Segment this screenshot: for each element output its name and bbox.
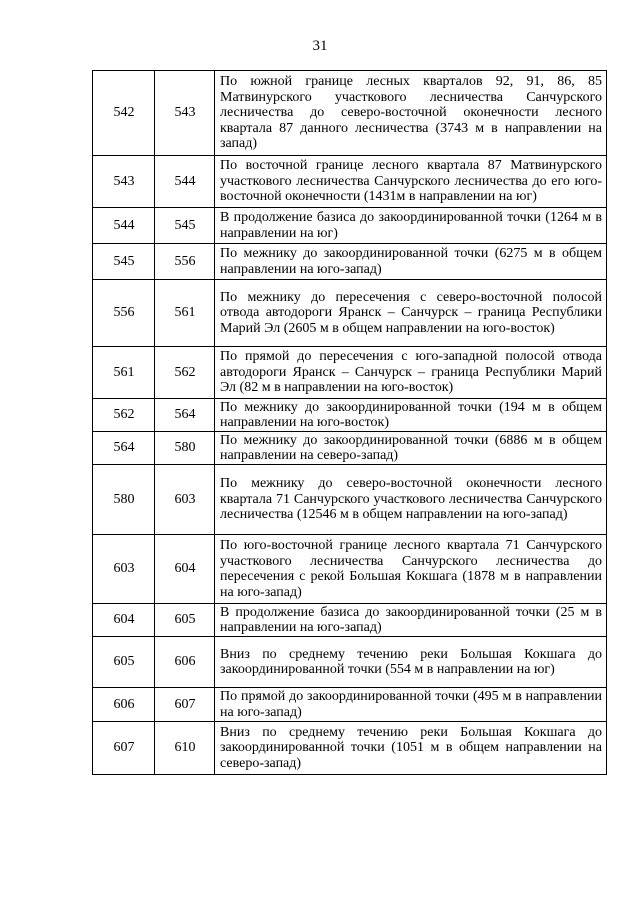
to-point-cell: 564 [155,399,215,432]
to-point-cell: 606 [155,637,215,688]
table-row [93,208,607,244]
to-point-cell: 543 [155,71,215,156]
table-row [93,604,607,637]
from-point-cell: 564 [93,432,155,465]
from-point-cell: 556 [93,280,155,347]
table-row [93,637,607,688]
description-cell: По южной границе лесных кварталов 92, 91, 86, 85 Матвинурского участкового лесничества Санчурского лесничества до северо-восточной оконечности лесного квартала 87 данного лесничества (3743 м в направлении на запад) [215,71,607,156]
table-row [93,722,607,775]
from-point-cell: 604 [93,604,155,637]
table-row [93,465,607,535]
from-point-cell: 603 [93,535,155,604]
table-row [93,688,607,722]
description-cell: В продолжение базиса до закоординированной точки (1264 м в направлении на юг) [215,208,607,244]
to-point-cell: 607 [155,688,215,722]
table-body [93,71,607,775]
description-cell: По межнику до закоординированной точки (6886 м в общем направлении на северо-запад) [215,432,607,465]
boundary-description-table [92,70,607,775]
to-point-cell: 580 [155,432,215,465]
to-point-cell: 562 [155,347,215,399]
to-point-cell: 561 [155,280,215,347]
to-point-cell: 605 [155,604,215,637]
description-cell: По межнику до закоординированной точки (6275 м в общем направлении на юго-запад) [215,244,607,280]
table-row [93,156,607,208]
to-point-cell: 556 [155,244,215,280]
from-point-cell: 542 [93,71,155,156]
description-cell: В продолжение базиса до закоординированной точки (25 м в направлении на юго-запад) [215,604,607,637]
to-point-cell: 603 [155,465,215,535]
description-cell: По восточной границе лесного квартала 87 Матвинурского участкового лесничества Санчурского лесничества до его юго-восточной оконечности (1431м в направлении на юг) [215,156,607,208]
to-point-cell: 545 [155,208,215,244]
from-point-cell: 543 [93,156,155,208]
to-point-cell: 604 [155,535,215,604]
from-point-cell: 562 [93,399,155,432]
from-point-cell: 580 [93,465,155,535]
from-point-cell: 606 [93,688,155,722]
description-cell: По прямой до пересечения с юго-западной полосой отвода автодороги Яранск – Санчурск – граница Республики Марий Эл (82 м в направлении на юго-восток) [215,347,607,399]
description-cell: Вниз по среднему течению реки Большая Кокшага до закоординированной точки (554 м в направлении на юг) [215,637,607,688]
page-number: 31 [312,38,328,54]
table-row [93,535,607,604]
from-point-cell: 605 [93,637,155,688]
table-row [93,399,607,432]
table-row [93,244,607,280]
from-point-cell: 561 [93,347,155,399]
description-cell: Вниз по среднему течению реки Большая Кокшага до закоординированной точки (1051 м в общем направлении на северо-запад) [215,722,607,775]
table-row [93,347,607,399]
table-row [93,71,607,156]
description-cell: По межнику до закоординированной точки (194 м в общем направлении на юго-восток) [215,399,607,432]
description-cell: По межнику до северо-восточной оконечности лесного квартала 71 Санчурского участкового лесничества Санчурского лесничества (12546 м в общем направлении на юго-запад) [215,465,607,535]
table-row [93,280,607,347]
description-cell: По прямой до закоординированной точки (495 м в направлении на юго-запад) [215,688,607,722]
from-point-cell: 545 [93,244,155,280]
table-row [93,432,607,465]
from-point-cell: 607 [93,722,155,775]
to-point-cell: 610 [155,722,215,775]
description-cell: По межнику до пересечения с северо-восточной полосой отвода автодороги Яранск – Санчурск – граница Республики Марий Эл (2605 м в общем направлении на юго-восток) [215,280,607,347]
from-point-cell: 544 [93,208,155,244]
description-cell: По юго-восточной границе лесного квартала 71 Санчурского участкового лесничества Санчурского лесничества до пересечения с рекой Большая Кокшага (1878 м в направлении на юго-запад) [215,535,607,604]
to-point-cell: 544 [155,156,215,208]
